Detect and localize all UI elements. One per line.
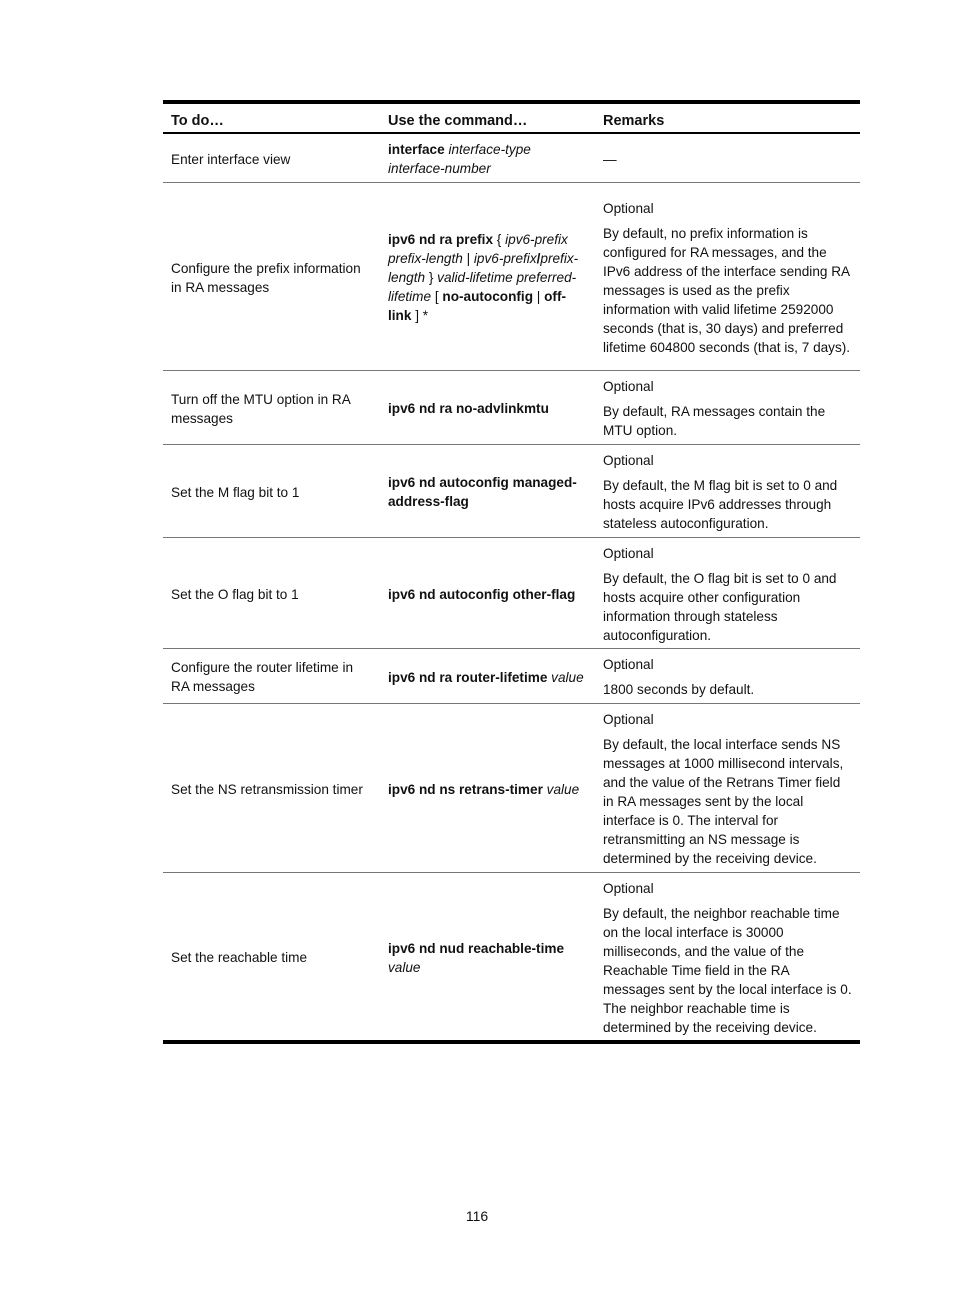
command-table <box>163 100 860 1044</box>
command-symbol: | <box>466 251 471 266</box>
command-keyword: off-link <box>388 289 566 323</box>
command-keyword: ipv6 nd nud reachable-time <box>388 940 565 956</box>
remarks-detail: 1800 seconds by default. <box>603 682 755 697</box>
remarks-detail: By default, RA messages contain the MTU option. <box>603 404 826 438</box>
remarks-detail: By default, the M flag bit is set to 0 and hosts acquire IPv6 addresses through stateless autoconfiguration. <box>603 478 838 531</box>
header-command: Use the command… <box>380 102 595 133</box>
table-row <box>163 182 860 370</box>
command-argument: interface-number <box>388 161 491 177</box>
remarks-detail: By default, the O flag bit is set to 0 and hosts acquire other configuration information through stateless autoconfiguration. <box>603 570 837 643</box>
command-cell <box>380 648 595 703</box>
command-argument: interface-type <box>448 142 531 158</box>
remarks-optional: Optional <box>603 657 654 672</box>
command-cell <box>380 537 595 648</box>
remarks-optional: Optional <box>603 379 654 394</box>
table-row <box>163 537 860 648</box>
command-keyword: ipv6 nd ns retrans-timer <box>388 781 543 797</box>
table-row <box>163 872 860 1042</box>
task-cell: Configure the router lifetime in RA messages <box>163 648 380 703</box>
header-remarks: Remarks <box>595 102 860 133</box>
remarks-optional: Optional <box>603 453 654 468</box>
page-number: 116 <box>465 1208 489 1224</box>
command-argument: value <box>546 781 580 797</box>
task-cell: Configure the prefix information in RA messages <box>163 182 380 370</box>
table-row <box>163 648 860 703</box>
command-symbol: { <box>496 232 502 247</box>
remarks-optional: Optional <box>603 712 654 727</box>
command-symbol: } <box>428 270 434 285</box>
command-cell <box>380 182 595 370</box>
command-cell <box>380 872 595 1042</box>
table-row <box>163 133 860 182</box>
command-argument: prefix-length <box>388 251 579 285</box>
command-keyword: ipv6 nd ra prefix <box>388 232 494 247</box>
task-cell: Set the NS retransmission timer <box>163 703 380 872</box>
command-symbol: ] * <box>415 308 429 323</box>
command-argument: ipv6-prefix prefix-length <box>388 232 568 266</box>
command-cell <box>380 370 595 444</box>
remarks-cell <box>595 537 860 648</box>
remarks-detail: By default, no prefix information is configured for RA messages, and the IPv6 address of the interface sending RA messages is used as the prefix information with valid lifetime 2592000 seconds (that is, 30 days) and preferred lifetime 604800 seconds (that is, 7 days). <box>603 225 851 355</box>
command-keyword: interface <box>388 142 445 158</box>
remarks-cell <box>595 370 860 444</box>
table-header-row <box>163 102 860 133</box>
task-cell: Enter interface view <box>163 133 380 182</box>
command-cell <box>380 133 595 182</box>
command-symbol: [ <box>434 289 439 304</box>
task-cell: Turn off the MTU option in RA messages <box>163 370 380 444</box>
task-cell: Set the M flag bit to 1 <box>163 444 380 537</box>
remarks-detail: By default, the neighbor reachable time on the local interface is 30000 milliseconds, and the value of the Reachable Time field in the RA messages sent by the local interface is 0. The neighbor reachable time is determined by the receiving device. <box>603 905 852 1035</box>
remarks-cell <box>595 648 860 703</box>
remarks-optional: Optional <box>603 545 654 561</box>
command-argument: ipv6-prefix <box>473 251 537 266</box>
command-keyword: ipv6 nd ra router-lifetime <box>388 669 548 685</box>
remarks-cell <box>595 444 860 537</box>
command-symbol: | <box>536 289 541 304</box>
header-todo: To do… <box>163 102 380 133</box>
command-argument: value <box>388 959 421 975</box>
command-keyword: ipv6 nd ra no-advlinkmtu <box>388 401 549 416</box>
command-keyword: ipv6 nd autoconfig managed-address-flag <box>388 475 577 509</box>
command-cell <box>380 444 595 537</box>
table-row <box>163 703 860 872</box>
command-keyword: ipv6 nd autoconfig other-flag <box>388 586 576 602</box>
remarks-optional: Optional <box>603 200 654 216</box>
remarks-cell <box>595 872 860 1042</box>
remarks-cell: — <box>595 133 860 182</box>
command-cell <box>380 703 595 872</box>
task-cell: Set the O flag bit to 1 <box>163 537 380 648</box>
remarks-optional: Optional <box>603 880 654 896</box>
remarks-cell <box>595 182 860 370</box>
command-argument: value <box>551 669 584 685</box>
remarks-cell <box>595 703 860 872</box>
command-argument: valid-lifetime preferred-lifetime <box>388 270 577 304</box>
command-keyword: no-autoconfig <box>442 289 534 304</box>
table-row <box>163 444 860 537</box>
command-symbol: / <box>536 251 541 266</box>
task-cell: Set the reachable time <box>171 950 308 965</box>
remarks-detail: By default, the local interface sends NS messages at 1000 millisecond intervals, and the value of the Retrans Timer field in RA messages sent by the local interface is 0. The interval for retransmitting an NS message is determined by the receiving device. <box>603 737 844 866</box>
table-row <box>163 370 860 444</box>
